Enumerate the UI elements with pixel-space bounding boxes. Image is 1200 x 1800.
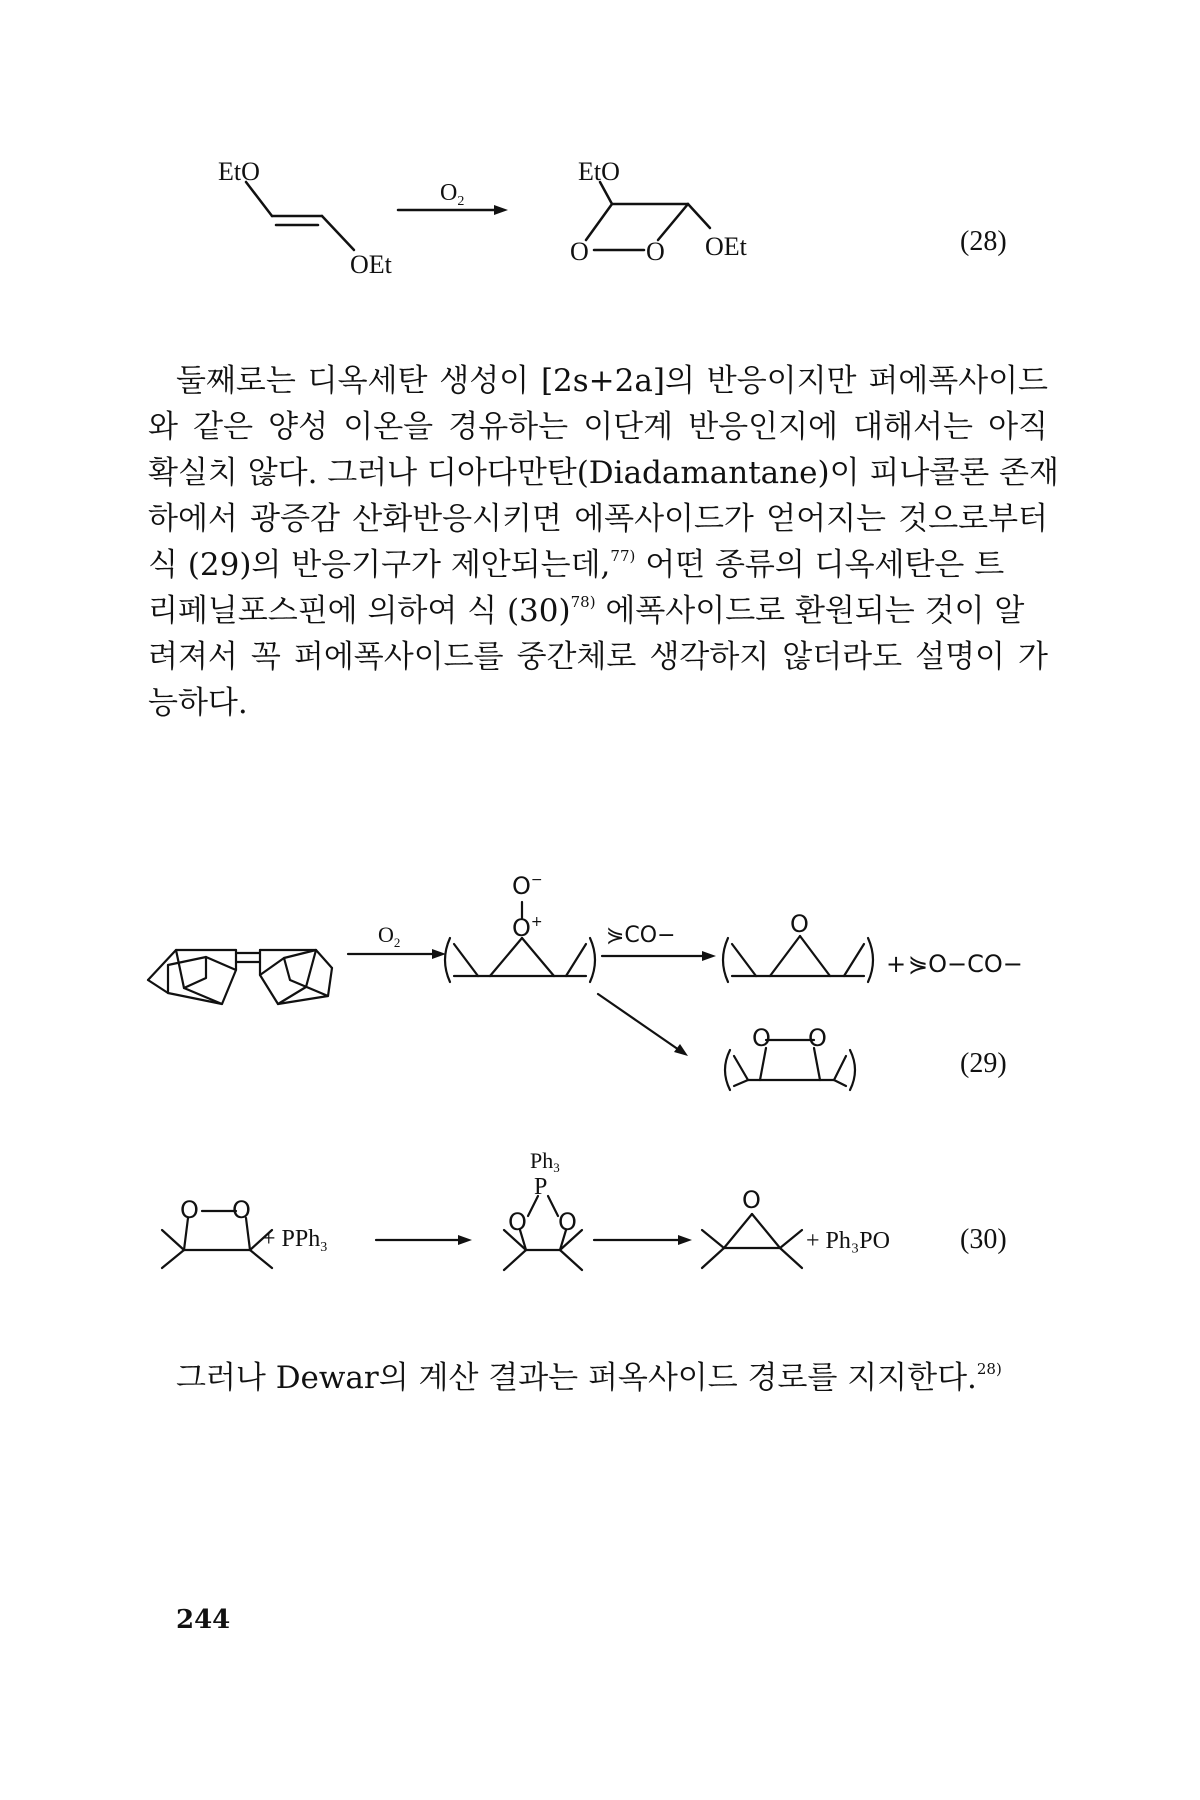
adamantane-cage-left	[148, 950, 236, 1004]
equation-30-drawing	[0, 1118, 1200, 1298]
ring-oxygen-left: O	[570, 237, 589, 266]
reactant-oet-label: OEt	[350, 250, 392, 279]
equation-28-drawing	[0, 140, 1200, 320]
page-number: 244	[176, 1605, 231, 1635]
byproduct-ester: ⋟O−CO−	[908, 950, 1023, 978]
oxide-anion-oxygen: O−	[512, 872, 543, 900]
oxirane-oxygen: O	[742, 1186, 761, 1214]
byproduct-plus: +	[886, 950, 907, 978]
adamantane-cage-right	[260, 950, 332, 1004]
pinacolone-label: ⋟CO−	[606, 923, 676, 948]
conclusion-line: 그러나 Dewar의 계산 결과는 퍼옥사이드 경로를 지지한다.$^{28)}$	[176, 1360, 1002, 1396]
product-oet-label: OEt	[705, 232, 747, 261]
reagent-o2: $O_2$	[378, 922, 401, 950]
citation-78: 78)	[570, 593, 596, 611]
equation-28	[0, 140, 1200, 320]
dioxetane-oxygen-right: O	[232, 1196, 251, 1224]
equation-29-drawing	[0, 840, 1200, 1100]
phosphorus-phenyl-label: Ph3	[530, 1148, 560, 1175]
equation-number-30: (30)	[960, 1224, 1007, 1255]
equation-29	[0, 840, 1200, 1100]
equation-30	[0, 1118, 1200, 1298]
paragraph-line-1: 둘째로는 디옥세탄 생성이 [2s+2a]의 반응이지만 퍼에폭사이드	[176, 363, 1048, 399]
reactant-eto-label: EtO	[218, 157, 260, 186]
paragraph-line-2: 와 같은 양성 이온을 경유하는 이단계 반응인지에 대해서는 아직	[148, 409, 1048, 445]
paragraph-line-6: 리페닐포스핀에 의하여 식 $(30)^{78)}$ 에폭사이드로 환원되는 것이 알	[148, 593, 1025, 629]
reagent-pph3: + PPh$_3$	[262, 1226, 328, 1255]
citation-77: 77)	[610, 547, 636, 565]
dioxetane-oxygen-left: O	[752, 1024, 771, 1052]
paragraph-line-3: 확실치 않다. 그러나 디아다만탄(Diadamantane)이 피나콜론 존재	[148, 455, 1059, 491]
phosphorane-oxygen-left: O	[508, 1208, 527, 1236]
oxonium-oxygen: O+	[512, 914, 543, 942]
reagent-o2: $O_2$	[440, 180, 465, 209]
epoxide-oxygen: O	[790, 910, 809, 938]
product-eto-label: EtO	[578, 157, 620, 186]
equation-number-28: (28)	[960, 226, 1007, 257]
phosphorane-oxygen-right: O	[558, 1208, 577, 1236]
dioxetane-oxygen-left: O	[180, 1196, 199, 1224]
paragraph-line-4: 하에서 광증감 산화반응시키면 에폭사이드가 얻어지는 것으로부터	[148, 501, 1048, 537]
ring-oxygen-right: O	[646, 237, 665, 266]
equation-number-29: (29)	[960, 1048, 1007, 1079]
paragraph-line-7: 려져서 꼭 퍼에폭사이드를 중간체로 생각하지 않더라도 설명이 가	[148, 639, 1048, 675]
paragraph-line-5: 식 (29)의 반응기구가 제안되는데,$^{77)}$ 어떤 종류의 디옥세탄은 트	[148, 547, 1005, 583]
byproduct-ph3po: + Ph₃PO	[806, 1228, 890, 1254]
paragraph-line-8: 능하다.	[148, 685, 248, 721]
phosphorus-label: P	[534, 1174, 548, 1200]
body-paragraph	[148, 358, 1059, 726]
dioxetane-oxygen-right: O	[808, 1024, 827, 1052]
citation-28: 28)	[976, 1360, 1002, 1378]
